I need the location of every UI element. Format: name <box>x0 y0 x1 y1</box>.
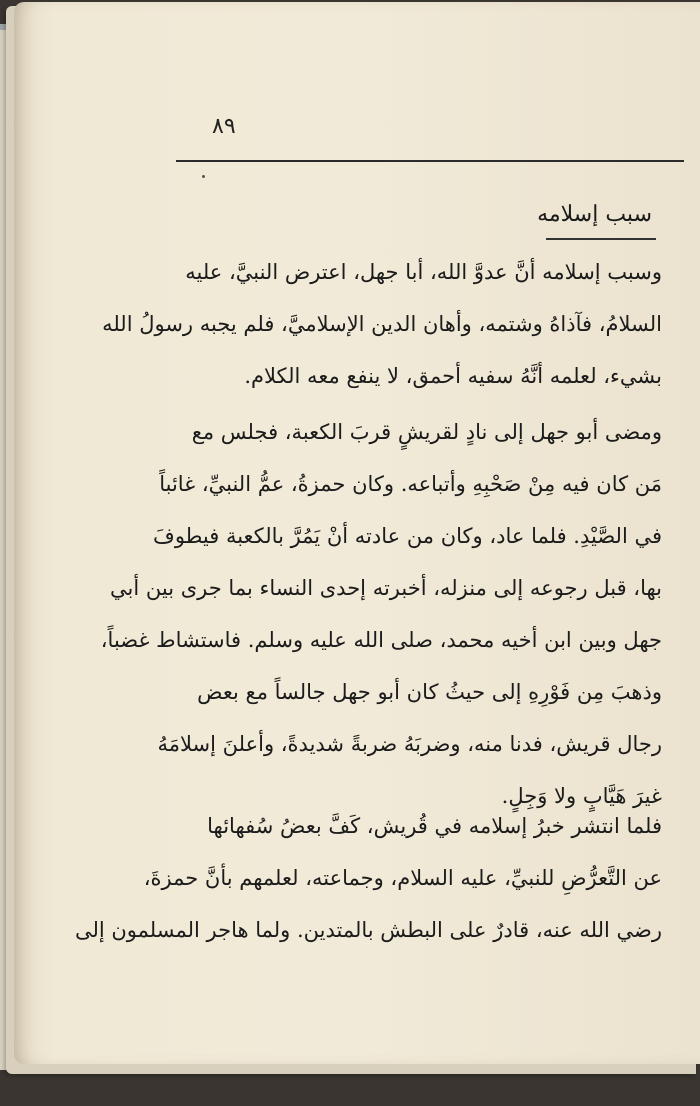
paragraph-line: غيرَ هَيَّابٍ ولا وَجِلٍ. <box>501 784 662 808</box>
section-title-underline <box>546 238 656 240</box>
paragraph-2 <box>102 406 662 822</box>
paragraph-1 <box>102 246 662 402</box>
header-rule <box>176 160 684 162</box>
paragraph-line: وذهبَ مِن فَوْرِهِ إلى حيثُ كان أبو جهل جالساً مع بعض <box>197 680 662 704</box>
paragraph-line: عن التَّعرُّضِ للنبيِّ، عليه السلام، وجماعته، لعلمهم بأنَّ حمزةَ، <box>143 866 662 890</box>
book-page <box>14 2 700 1064</box>
page-number: ٨٩ <box>212 114 236 139</box>
paragraph-line: السلامُ، فآذاهُ وشتمه، وأهان الدين الإسلاميَّ، فلم يجبه رسولُ الله <box>102 312 662 336</box>
paragraph-line: بها، قبل رجوعه إلى منزله، أخبرته إحدى النساء بما جرى بين أبي <box>110 576 662 600</box>
paragraph-line: جهل وبين ابن أخيه محمد، صلى الله عليه وسلم. فاستشاط غضباً، <box>100 628 662 652</box>
paragraph-line: بشيء، لعلمه أنَّهُ سفيه أحمق، لا ينفع معه الكلام. <box>244 364 662 388</box>
paragraph-line: في الصَّيْدِ. فلما عاد، وكان من عادته أنْ يَمُرَّ بالكعبة فيطوفَ <box>153 524 662 548</box>
paragraph-3 <box>74 800 662 956</box>
paragraph-line: رجال قريش، فدنا منه، وضربَهُ ضربةً شديدةً، وأعلنَ إسلامَهُ <box>157 732 662 756</box>
paragraph-line: مَن كان فيه مِنْ صَحْبِهِ وأتباعه. وكان حمزةُ، عمُّ النبيِّ، غائباً <box>159 472 662 496</box>
paragraph-line: رضي الله عنه، قادرٌ على البطش بالمتدين. ولما هاجر المسلمون إلى <box>74 918 662 942</box>
section-title: سبب إسلامه <box>537 202 652 227</box>
paragraph-line: وسبب إسلامه أنَّ عدوَّ الله، أبا جهل، اعترض النبيَّ، عليه <box>185 260 662 284</box>
ink-dot <box>202 175 205 178</box>
paragraph-line: فلما انتشر خبرُ إسلامه في قُريش، كَفَّ بعضُ سُفهائها <box>207 814 662 838</box>
paragraph-line: ومضى أبو جهل إلى نادٍ لقريشٍ قربَ الكعبة، فجلس مع <box>191 420 662 444</box>
